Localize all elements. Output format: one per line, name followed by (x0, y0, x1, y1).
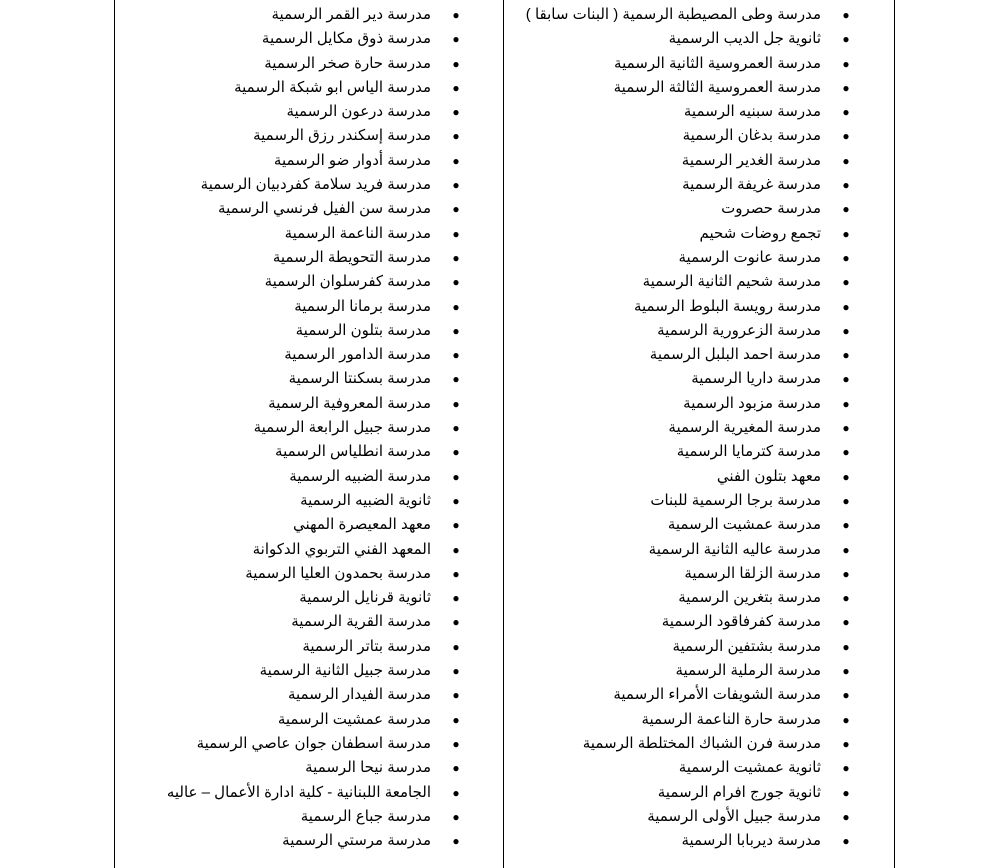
school-name: مدرسة عاليه الثانية الرسمية (648, 540, 821, 558)
school-name: ثانوية قرنايل الرسمية (299, 589, 431, 607)
school-name: مدرسة فرن الشباك المختلطة الرسمية (582, 734, 821, 752)
list-item (167, 586, 467, 610)
school-name: مدرسة كترمايا الرسمية (676, 443, 821, 461)
bullet-icon: ● (842, 591, 850, 606)
bullet-icon: ● (452, 566, 460, 581)
bullet-icon: ● (452, 809, 460, 824)
list-item (167, 732, 467, 756)
bullet-icon: ● (452, 8, 460, 22)
bullet-icon: ● (452, 736, 460, 751)
school-name: مدرسة سبنيه الرسمية (683, 103, 821, 121)
school-name: مدرسة بشتفين الرسمية (672, 637, 821, 655)
bullet-icon: ● (452, 32, 460, 47)
bullet-icon: ● (842, 469, 850, 484)
bullet-icon: ● (452, 712, 460, 727)
school-name: مدرسة اسطفان جوان عاصي الرسمية (196, 734, 431, 752)
bullet-icon: ● (842, 372, 850, 387)
list-item (526, 440, 857, 464)
bullet-icon: ● (452, 591, 460, 606)
bullet-icon: ● (452, 518, 460, 533)
school-name: مدرسة الزعرورية الرسمية (657, 321, 821, 339)
school-name: ثانوية الضبيه الرسمية (300, 491, 431, 509)
school-name: مدرسة الياس ابو شبكة الرسمية (234, 78, 431, 96)
school-name: مدرسة برجا الرسمية للبنات (650, 491, 821, 509)
school-name: مدرسة الغدير الرسمية (681, 151, 821, 169)
list-item (167, 416, 467, 440)
list-item (526, 100, 857, 124)
school-name: تجمع روضات شحيم (699, 224, 821, 242)
list-item (526, 270, 857, 294)
school-name: مدرسة الرملية الرسمية (675, 662, 821, 680)
list-item (167, 3, 467, 27)
school-name: معهد بتلون الفني (716, 467, 821, 485)
school-name: ثانوية جل الديب الرسمية (668, 30, 821, 48)
list-item (526, 538, 857, 562)
bullet-icon: ● (452, 445, 460, 460)
list-item (167, 124, 467, 148)
list-item (167, 465, 467, 489)
list-item (526, 489, 857, 513)
bullet-icon: ● (842, 785, 850, 800)
school-name: مدرسة ديربابا الرسمية (681, 832, 821, 850)
bullet-icon: ● (842, 688, 850, 703)
bullet-icon: ● (842, 396, 850, 411)
school-name: مدرسة داريا الرسمية (691, 370, 821, 388)
list-item (526, 124, 857, 148)
column-divider (503, 0, 504, 868)
school-name: مدرسة العمروسية الثالثة الرسمية (613, 78, 821, 96)
list-item (167, 659, 467, 683)
school-name: مدرسة بتغرين الرسمية (678, 589, 821, 607)
list-item (526, 222, 857, 246)
school-name: مدرسة كفرفاقود الرسمية (661, 613, 821, 631)
list-item (526, 732, 857, 756)
school-name: مدرسة كفرسلوان الرسمية (264, 273, 431, 291)
right-school-list (526, 3, 857, 853)
bullet-icon: ● (842, 445, 850, 460)
school-name: مدرسة فريد سلامة كفردبيان الرسمية (200, 176, 431, 194)
bullet-icon: ● (842, 639, 850, 654)
school-name: مدرسة برمانا الرسمية (294, 297, 431, 315)
school-name: مدرسة جباع الرسمية (300, 807, 431, 825)
list-item (167, 756, 467, 780)
school-name: مدرسة بدغان الرسمية (682, 127, 821, 145)
bullet-icon: ● (452, 542, 460, 557)
list-item (526, 513, 857, 537)
school-name: مدرسة دير القمر الرسمية (271, 6, 431, 23)
bullet-icon: ● (842, 664, 850, 679)
school-name: مدرسة جبيل الأولى الرسمية (647, 807, 821, 825)
school-name: مدرسة الدامور الرسمية (284, 346, 431, 364)
bullet-icon: ● (452, 105, 460, 120)
school-name: مدرسة بتلون الرسمية (295, 321, 431, 339)
school-name: مدرسة جبيل الرابعة الرسمية (253, 419, 431, 437)
list-item (167, 635, 467, 659)
bullet-icon: ● (842, 518, 850, 533)
bullet-icon: ● (842, 615, 850, 630)
school-name: معهد المعيصرة المهني (292, 516, 431, 534)
list-item (167, 270, 467, 294)
list-item (526, 416, 857, 440)
list-item (526, 805, 857, 829)
school-name: مدرسة حصروت (721, 200, 821, 218)
school-name: مدرسة وطى المصيطبة الرسمية ( البنات سابقا ) (525, 6, 821, 23)
list-item (526, 465, 857, 489)
bullet-icon: ● (452, 834, 460, 849)
school-name: مدرسة سن الفيل فرنسي الرسمية (218, 200, 431, 218)
bullet-icon: ● (452, 469, 460, 484)
list-item (167, 708, 467, 732)
bullet-icon: ● (452, 275, 460, 290)
school-name: مدرسة أدوار ضو الرسمية (273, 151, 431, 169)
school-name: مدرسة جبيل الثانية الرسمية (259, 662, 431, 680)
bullet-icon: ● (452, 615, 460, 630)
school-name: مدرسة بحمدون العليا الرسمية (245, 564, 431, 582)
list-item (167, 222, 467, 246)
school-name: مدرسة الشويفات الأمراء الرسمية (613, 686, 821, 704)
list-item (167, 367, 467, 391)
bullet-icon: ● (842, 348, 850, 363)
list-item (526, 295, 857, 319)
school-name: مدرسة عمشيت الرسمية (667, 516, 821, 534)
bullet-icon: ● (842, 323, 850, 338)
bullet-icon: ● (452, 664, 460, 679)
list-item (526, 610, 857, 634)
bullet-icon: ● (842, 275, 850, 290)
bullet-icon: ● (452, 299, 460, 314)
school-name: مدرسة بتاتر الرسمية (302, 637, 431, 655)
bullet-icon: ● (452, 129, 460, 144)
school-name: مدرسة حارة صخر الرسمية (264, 54, 431, 72)
school-name: مدرسة شحيم الثانية الرسمية (642, 273, 821, 291)
school-name: مدرسة العمروسية الثانية الرسمية (614, 54, 821, 72)
school-name: مدرسة الزلقا الرسمية (684, 564, 821, 582)
bullet-icon: ● (842, 761, 850, 776)
bullet-icon: ● (842, 834, 850, 849)
list-item (526, 586, 857, 610)
bullet-icon: ● (452, 250, 460, 265)
list-item (167, 27, 467, 51)
bullet-icon: ● (452, 323, 460, 338)
list-item (167, 781, 467, 805)
school-name: المعهد الفني التربوي الدكوانة (252, 540, 431, 558)
list-item (526, 197, 857, 221)
bullet-icon: ● (452, 761, 460, 776)
bullet-icon: ● (452, 688, 460, 703)
school-name: مدرسة المعروفية الرسمية (268, 394, 431, 412)
list-item (167, 440, 467, 464)
list-item (167, 489, 467, 513)
list-item (526, 319, 857, 343)
school-name: مدرسة غريفة الرسمية (682, 176, 821, 194)
list-item (167, 197, 467, 221)
bullet-icon: ● (842, 202, 850, 217)
bullet-icon: ● (842, 153, 850, 168)
list-item (167, 805, 467, 829)
school-name: مدرسة المغيرية الرسمية (668, 419, 821, 437)
school-name: الجامعة اللبنانية - كلية ادارة الأعمال – عاليه (166, 783, 431, 801)
bullet-icon: ● (452, 396, 460, 411)
list-item (167, 100, 467, 124)
school-name: مدرسة انطلياس الرسمية (275, 443, 431, 461)
list-item (526, 52, 857, 76)
school-name: مدرسة مزبود الرسمية (683, 394, 821, 412)
school-name: مدرسة عانوت الرسمية (678, 248, 821, 266)
bullet-icon: ● (842, 542, 850, 557)
bullet-icon: ● (452, 226, 460, 241)
bullet-icon: ● (842, 105, 850, 120)
list-item (526, 367, 857, 391)
list-item (167, 538, 467, 562)
bullet-icon: ● (452, 202, 460, 217)
left-school-list (167, 3, 467, 853)
list-item (526, 149, 857, 173)
list-item (526, 781, 857, 805)
list-item (526, 659, 857, 683)
bullet-icon: ● (842, 80, 850, 95)
school-name: مدرسة الضبيه الرسمية (289, 467, 431, 485)
school-name: مدرسة عمشيت الرسمية (277, 710, 431, 728)
list-item (167, 246, 467, 270)
school-name: ثانوية جورج افرام الرسمية (657, 783, 821, 801)
list-item (526, 708, 857, 732)
school-name: مدرسة نيحا الرسمية (305, 759, 431, 777)
bullet-icon: ● (842, 226, 850, 241)
bullet-icon: ● (842, 566, 850, 581)
school-name: مدرسة بسكنتا الرسمية (288, 370, 431, 388)
list-item (526, 562, 857, 586)
bullet-icon: ● (842, 250, 850, 265)
list-item (167, 610, 467, 634)
bullet-icon: ● (452, 639, 460, 654)
school-name: مدرسة إسكندر رزق الرسمية (253, 127, 431, 145)
bullet-icon: ● (842, 8, 850, 22)
school-name: مدرسة رويسة البلوط الرسمية (633, 297, 821, 315)
school-name: مدرسة التحويطة الرسمية (272, 248, 431, 266)
bullet-icon: ● (842, 299, 850, 314)
bullet-icon: ● (452, 421, 460, 436)
school-name: ثانوية عمشيت الرسمية (678, 759, 821, 777)
bullet-icon: ● (842, 56, 850, 71)
school-name: مدرسة القرية الرسمية (291, 613, 431, 631)
bullet-icon: ● (842, 809, 850, 824)
list-item (167, 173, 467, 197)
school-name: مدرسة حارة الناعمة الرسمية (641, 710, 821, 728)
bullet-icon: ● (842, 736, 850, 751)
list-item (526, 635, 857, 659)
list-item (167, 392, 467, 416)
list-item (167, 829, 467, 853)
bullet-icon: ● (452, 80, 460, 95)
list-item (526, 3, 857, 27)
list-item (167, 319, 467, 343)
list-item (526, 829, 857, 853)
list-item (526, 173, 857, 197)
bullet-icon: ● (452, 372, 460, 387)
school-name: مدرسة ذوق مكايل الرسمية (261, 30, 431, 48)
bullet-icon: ● (452, 178, 460, 193)
bullet-icon: ● (452, 153, 460, 168)
bullet-icon: ● (452, 785, 460, 800)
list-item (167, 52, 467, 76)
bullet-icon: ● (452, 56, 460, 71)
list-item (526, 343, 857, 367)
bullet-icon: ● (452, 348, 460, 363)
bullet-icon: ● (842, 129, 850, 144)
bullet-icon: ● (842, 178, 850, 193)
school-name: مدرسة الفيدار الرسمية (287, 686, 431, 704)
school-name: مدرسة درعون الرسمية (286, 103, 431, 121)
list-item (167, 149, 467, 173)
list-item (167, 683, 467, 707)
list-item (167, 76, 467, 100)
list-item (167, 343, 467, 367)
school-name: مدرسة مرستي الرسمية (282, 832, 431, 850)
bullet-icon: ● (842, 32, 850, 47)
list-item (526, 392, 857, 416)
bullet-icon: ● (452, 493, 460, 508)
bullet-icon: ● (842, 712, 850, 727)
list-item (526, 76, 857, 100)
list-item (526, 683, 857, 707)
list-item (167, 513, 467, 537)
bullet-icon: ● (842, 493, 850, 508)
school-name: مدرسة احمد البلبل الرسمية (649, 346, 821, 364)
school-name: مدرسة الناعمة الرسمية (284, 224, 431, 242)
list-item (526, 246, 857, 270)
list-item (526, 756, 857, 780)
list-item (167, 295, 467, 319)
bullet-icon: ● (842, 421, 850, 436)
list-item (526, 27, 857, 51)
list-item (167, 562, 467, 586)
